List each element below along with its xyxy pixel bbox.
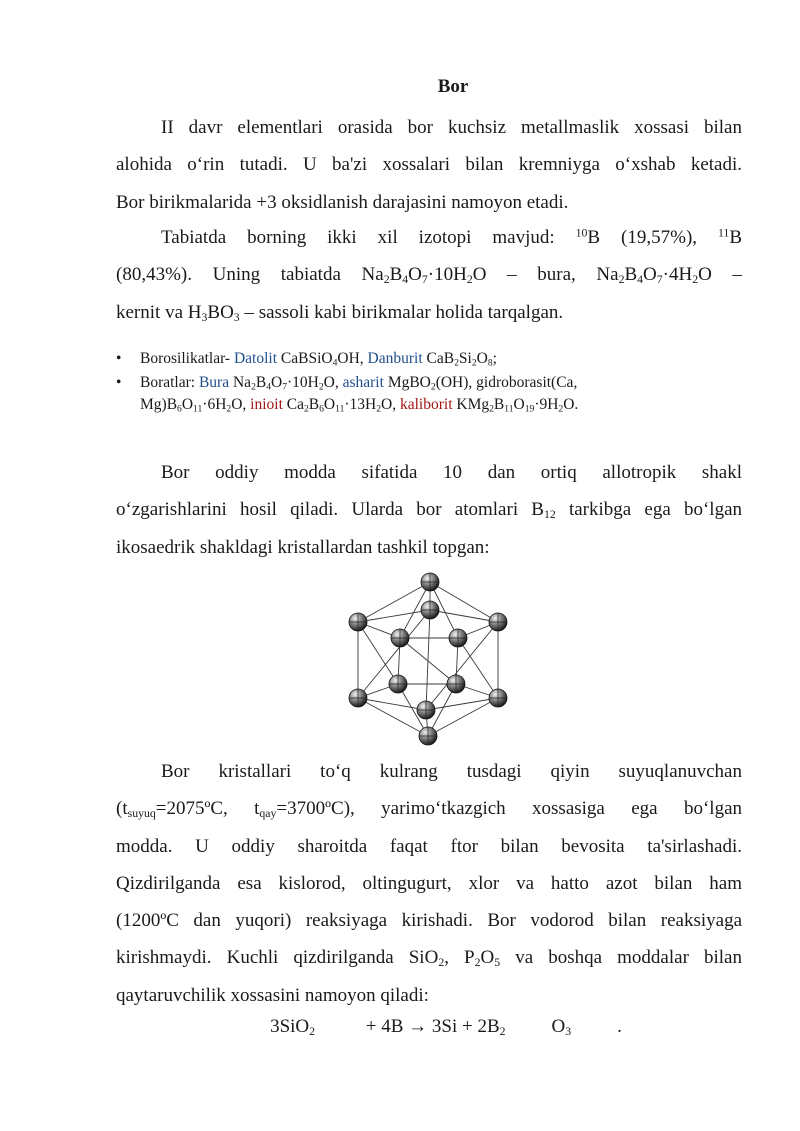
atom bbox=[349, 613, 367, 631]
atom bbox=[489, 613, 507, 631]
paragraph-intro bbox=[116, 109, 742, 221]
atom bbox=[447, 675, 465, 693]
paragraph-properties bbox=[116, 753, 742, 1014]
bullet-icon: • bbox=[116, 374, 122, 391]
atom bbox=[419, 727, 437, 745]
atom bbox=[421, 573, 439, 591]
text-line: o‘zgarishlarini hosil qiladi. Ularda bor atomlari $B_{12}$ tarkibga ega bo‘lgan bbox=[116, 499, 743, 522]
atom bbox=[421, 601, 439, 619]
text-line: ikosaedrik shakldagi kristallardan tashkil topgan: bbox=[116, 536, 490, 558]
text-line: ($t_{suyuq}=2075ºC$, $t_{qay}=3700ºC$), yarimo‘tkazgich xossasiga ega bo‘lgan bbox=[116, 798, 743, 821]
atom bbox=[489, 689, 507, 707]
text-line: II davr elementlari orasida bor kuchsiz metallmaslik xossasi bilan bbox=[161, 117, 742, 138]
text-line: Bor kristallari to‘q kulrang tusdagi qiyin suyuqlanuvchan bbox=[161, 761, 742, 782]
text-line: alohida o‘rin tutadi. U ba'zi xossalari bilan kremniyga o‘xshab ketadi. bbox=[116, 154, 742, 176]
page-title: Bor bbox=[437, 76, 469, 97]
icosahedron-figure bbox=[344, 568, 508, 748]
text-line: (80,43%). Uning tabiatda $Na_2B_4O_7\cdot 10H_2O$ – bura, $Na_2B_4O_7\cdot 4H_2O$ – bbox=[116, 264, 742, 287]
list-item: • Boratlar: Bura $Na_2B_4O_7\cdot 10H_2O$, asharit MgBO$_2$(OH), gidroborasit(Ca, $Mg)B_6O_{11}\cdot 6H_2O$, inioit $Ca_2B_6O_{11}\cdot 13H_2O$, kaliborit $KMg_2B_{11}O_{19}\cdot 9H_2O$. bbox=[116, 374, 579, 415]
text-line: Qizdirilganda esa kislorod, oltingugurt, xlor va hatto azot bilan ham bbox=[116, 872, 742, 894]
bullet-icon: • bbox=[116, 350, 122, 367]
text-line: kernit va $H_3BO_3$ – sassoli kabi birikmalar holida tarqalgan. bbox=[116, 301, 564, 324]
text-line: (1200ºC dan yuqori) reaksiyaga kirishadi. Bor vodorod bilan reaksiyaga bbox=[116, 910, 742, 932]
text-line: Bor birikmalarida +3 oksidlanish darajasini namoyon etadi. bbox=[116, 191, 569, 213]
text-line: qaytaruvchilik xossasini namoyon qiladi: bbox=[116, 984, 429, 1006]
paragraph-isotopes bbox=[116, 219, 742, 331]
atom bbox=[391, 629, 409, 647]
text-line: modda. U oddiy sharoitda faqat ftor bilan bevosita ta'sirlashadi. bbox=[116, 835, 742, 857]
atom bbox=[389, 675, 407, 693]
list-item: • Borosilikatlar- Datolit CaBSiO$_4$OH, Danburit $CaB_2Si_2O_8$; bbox=[116, 350, 497, 369]
atom bbox=[449, 629, 467, 647]
atom bbox=[417, 701, 435, 719]
atom bbox=[349, 689, 367, 707]
paragraph-allotropes bbox=[116, 454, 742, 566]
text-line: Tabiatda borning ikki xil izotopi mavjud: $^{10}$B (19,57%), $^{11}$B bbox=[161, 226, 743, 248]
mineral-list bbox=[116, 348, 756, 418]
text-line: Bor oddiy modda sifatida 10 dan ortiq allotropik shakl bbox=[161, 462, 742, 483]
text-line: kirishmaydi. Kuchli qizdirilganda SiO$_2$, $P_2O_5$ va boshqa moddalar bilan bbox=[116, 947, 742, 970]
reaction-equation: $3SiO_2 + 4B \to 3Si + 2B_2$ $O_3$ . bbox=[270, 1016, 622, 1038]
